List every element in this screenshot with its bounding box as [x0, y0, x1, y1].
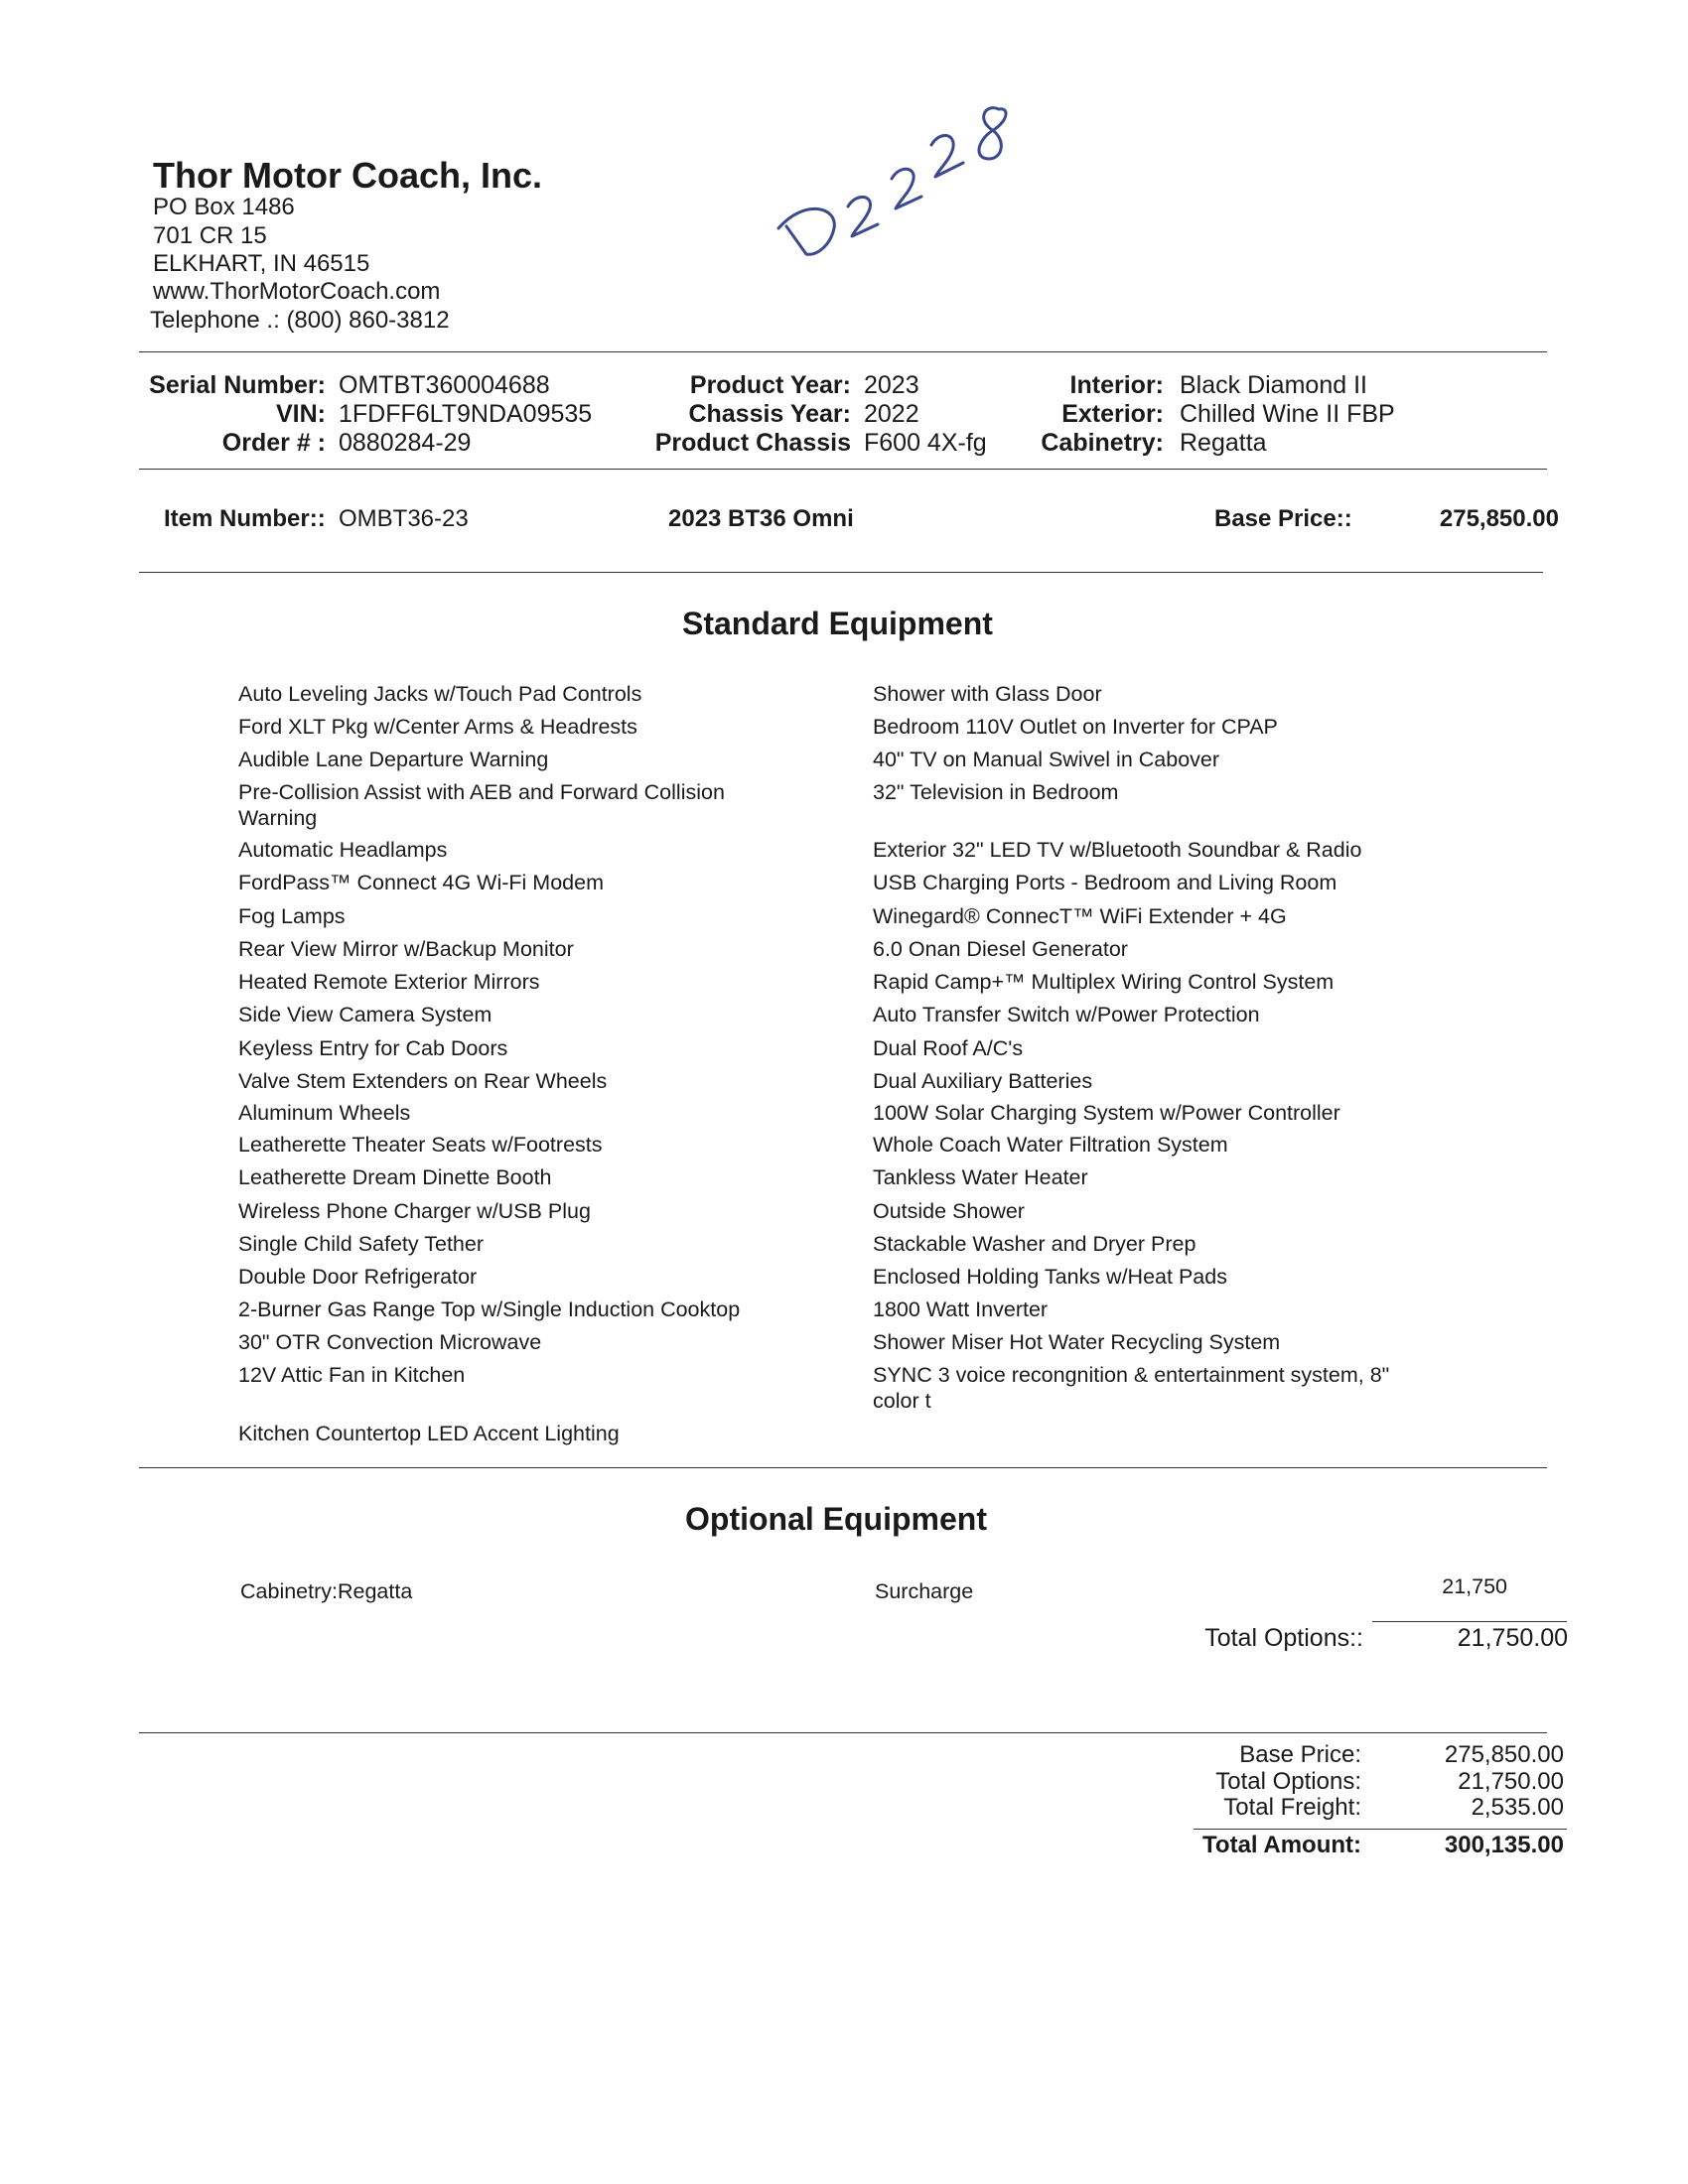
list-item: Double Door Refrigerator: [238, 1265, 478, 1289]
company-website: www.ThorMotorCoach.com: [153, 278, 441, 305]
serial-number: OMTBT360004688: [339, 371, 550, 399]
model-name: 2023 BT36 Omni: [668, 505, 854, 532]
total-options: 21,750.00: [1457, 1624, 1568, 1652]
divider: [139, 469, 1547, 470]
list-item: 100W Solar Charging System w/Power Controller: [873, 1101, 1340, 1125]
item-number-label: Item Number::: [164, 505, 326, 532]
list-item: Audible Lane Departure Warning: [238, 748, 549, 771]
list-item: Shower Miser Hot Water Recycling System: [873, 1330, 1281, 1354]
list-item: Single Child Safety Tether: [238, 1232, 484, 1256]
product-chassis: F600 4X-fg: [864, 429, 987, 457]
cabinetry: Regatta: [1180, 429, 1267, 457]
list-item: Dual Auxiliary Batteries: [873, 1069, 1093, 1093]
company-telephone: Telephone .: (800) 860-3812: [150, 307, 450, 334]
summary-total-amount-label: Total Amount:: [1202, 1832, 1361, 1858]
option-name: Cabinetry:Regatta: [240, 1579, 413, 1603]
list-item: Side View Camera System: [238, 1003, 492, 1026]
list-item: Warning: [238, 806, 318, 830]
interior-label: Interior:: [1069, 371, 1164, 399]
list-item: Aluminum Wheels: [238, 1101, 411, 1125]
divider: [139, 1732, 1547, 1733]
list-item: Whole Coach Water Filtration System: [873, 1133, 1228, 1157]
list-item: Rapid Camp+™ Multiplex Wiring Control System: [873, 970, 1335, 994]
list-item: Kitchen Countertop LED Accent Lighting: [238, 1422, 620, 1445]
list-item: Tankless Water Heater: [873, 1165, 1088, 1189]
list-item: 32" Television in Bedroom: [873, 780, 1119, 804]
product-year: 2023: [864, 371, 919, 399]
divider: [1194, 1829, 1567, 1830]
list-item: Pre-Collision Assist with AEB and Forward Collision: [238, 780, 725, 804]
list-item: FordPass™ Connect 4G Wi-Fi Modem: [238, 871, 604, 894]
summary-base-price: 275,850.00: [1444, 1741, 1564, 1768]
list-item: Leatherette Dream Dinette Booth: [238, 1165, 552, 1189]
total-options-label: Total Options::: [1204, 1624, 1363, 1652]
exterior-label: Exterior:: [1061, 400, 1164, 428]
product-year-label: Product Year:: [689, 371, 851, 399]
summary-total-freight-label: Total Freight:: [1223, 1794, 1361, 1821]
list-item: Ford XLT Pkg w/Center Arms & Headrests: [238, 715, 637, 739]
divider: [139, 572, 1543, 573]
list-item: 1800 Watt Inverter: [873, 1297, 1049, 1321]
order-number: 0880284-29: [339, 429, 472, 457]
chassis-year-label: Chassis Year:: [688, 400, 851, 428]
company-street: 701 CR 15: [153, 222, 267, 249]
list-item: Keyless Entry for Cab Doors: [238, 1036, 508, 1060]
list-item: 6.0 Onan Diesel Generator: [873, 937, 1128, 961]
list-item: 2-Burner Gas Range Top w/Single Induction Cooktop: [238, 1297, 741, 1321]
interior: Black Diamond II: [1180, 371, 1367, 399]
exterior: Chilled Wine II FBP: [1180, 400, 1395, 428]
base-price: 275,850.00: [1439, 505, 1559, 532]
company-po-box: PO Box 1486: [153, 194, 295, 220]
list-item: 30" OTR Convection Microwave: [238, 1330, 542, 1354]
list-item: Fog Lamps: [238, 904, 346, 928]
vin: 1FDFF6LT9NDA09535: [339, 400, 593, 428]
cabinetry-label: Cabinetry:: [1041, 429, 1164, 457]
option-type: Surcharge: [875, 1579, 974, 1603]
serial-number-label: Serial Number:: [149, 371, 326, 399]
chassis-year: 2022: [864, 400, 919, 428]
list-item: Outside Shower: [873, 1199, 1025, 1223]
list-item: Automatic Headlamps: [238, 838, 448, 862]
list-item: Leatherette Theater Seats w/Footrests: [238, 1133, 603, 1157]
item-number: OMBT36-23: [339, 505, 469, 532]
divider: [139, 351, 1547, 352]
list-item: SYNC 3 voice recongnition & entertainment system, 8": [873, 1363, 1390, 1387]
list-item: Winegard® ConnecT™ WiFi Extender + 4G: [873, 904, 1287, 928]
list-item: Stackable Washer and Dryer Prep: [873, 1232, 1196, 1256]
handwritten-note: [765, 79, 1053, 278]
list-item: 40" TV on Manual Swivel in Cabover: [873, 748, 1220, 771]
option-price: 21,750: [1442, 1574, 1507, 1598]
divider: [139, 1467, 1547, 1468]
summary-total-freight: 2,535.00: [1471, 1794, 1564, 1821]
product-chassis-label: Product Chassis: [654, 429, 851, 457]
list-item: Exterior 32" LED TV w/Bluetooth Soundbar & Radio: [873, 838, 1362, 862]
list-item: Auto Leveling Jacks w/Touch Pad Controls: [238, 682, 642, 706]
list-item: Enclosed Holding Tanks w/Heat Pads: [873, 1265, 1227, 1289]
standard-equipment-title: Standard Equipment: [682, 606, 993, 641]
base-price-label: Base Price::: [1214, 505, 1352, 532]
summary-base-price-label: Base Price:: [1239, 1741, 1361, 1768]
order-number-label: Order # :: [221, 429, 326, 457]
summary-total-options: 21,750.00: [1458, 1768, 1564, 1795]
list-item: Auto Transfer Switch w/Power Protection: [873, 1003, 1260, 1026]
summary-total-amount: 300,135.00: [1444, 1832, 1564, 1858]
summary-total-options-label: Total Options:: [1215, 1768, 1361, 1795]
list-item: Wireless Phone Charger w/USB Plug: [238, 1199, 591, 1223]
divider: [1372, 1621, 1567, 1622]
list-item: Rear View Mirror w/Backup Monitor: [238, 937, 574, 961]
list-item: Valve Stem Extenders on Rear Wheels: [238, 1069, 608, 1093]
vin-label: VIN:: [276, 400, 326, 428]
list-item: color t: [873, 1389, 931, 1413]
optional-equipment-title: Optional Equipment: [685, 1501, 987, 1537]
list-item: Heated Remote Exterior Mirrors: [238, 970, 540, 994]
list-item: Dual Roof A/C's: [873, 1036, 1024, 1060]
company-city: ELKHART, IN 46515: [153, 250, 370, 277]
list-item: 12V Attic Fan in Kitchen: [238, 1363, 466, 1387]
list-item: USB Charging Ports - Bedroom and Living Room: [873, 871, 1337, 894]
list-item: Shower with Glass Door: [873, 682, 1102, 706]
company-name: Thor Motor Coach, Inc.: [153, 155, 542, 196]
list-item: Bedroom 110V Outlet on Inverter for CPAP: [873, 715, 1278, 739]
